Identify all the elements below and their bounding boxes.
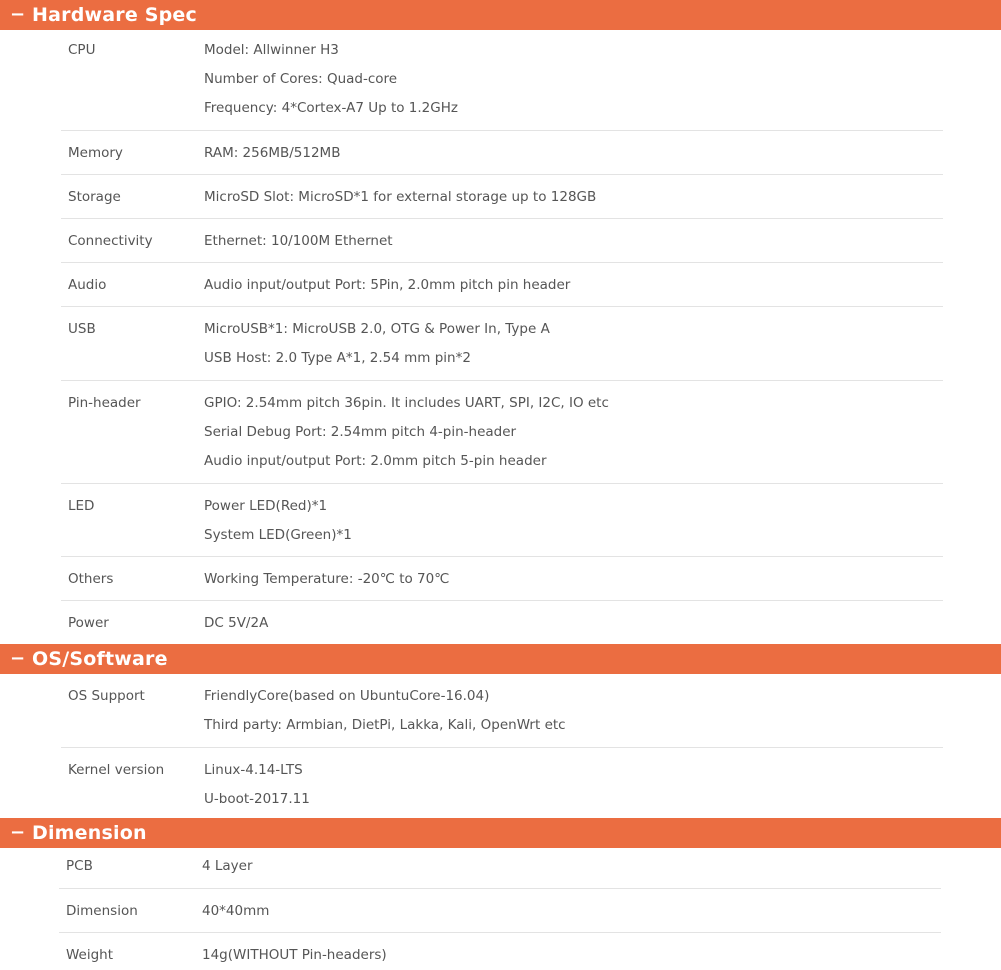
spec-value: 4 Layer (202, 858, 253, 874)
spec-value: Serial Debug Port: 2.54mm pitch 4-pin-header (204, 424, 517, 440)
spec-label: Others (68, 571, 114, 587)
spec-row-memory (61, 131, 943, 175)
spec-label: Memory (68, 145, 123, 161)
section-title: Dimension (32, 822, 147, 844)
spec-values (204, 682, 566, 740)
spec-row-usb (61, 307, 943, 381)
spec-label: Kernel version (68, 762, 165, 778)
spec-values (204, 609, 268, 638)
section-header-os-software[interactable] (0, 644, 1001, 674)
spec-label: OS Support (68, 688, 145, 704)
spec-value: Audio input/output Port: 5Pin, 2.0mm pitch pin header (204, 277, 571, 293)
spec-label: LED (68, 498, 95, 514)
section-title: OS/Software (32, 648, 168, 670)
spec-row-dimension (59, 889, 941, 933)
spec-values (204, 36, 458, 123)
spec-table-hardware (61, 36, 943, 643)
spec-row-weight (59, 933, 941, 969)
spec-value: System LED(Green)*1 (204, 527, 352, 543)
spec-row-pin-header (61, 381, 943, 484)
spec-row-led (61, 484, 943, 557)
spec-value: 14g(WITHOUT Pin-headers) (202, 947, 387, 963)
spec-values (202, 852, 253, 881)
spec-row-os-support (61, 682, 943, 748)
spec-values (204, 315, 550, 373)
spec-value: 40*40mm (202, 903, 270, 919)
spec-value: Model: Allwinner H3 (204, 42, 339, 58)
spec-value: Frequency: 4*Cortex-A7 Up to 1.2GHz (204, 100, 458, 116)
spec-label: CPU (68, 42, 96, 58)
spec-value: Audio input/output Port: 2.0mm pitch 5-pin header (204, 453, 547, 469)
spec-values (204, 271, 570, 300)
spec-label: Connectivity (68, 233, 153, 249)
spec-label: Audio (68, 277, 107, 293)
spec-row-kernel-version (61, 748, 943, 816)
spec-value: MicroUSB*1: MicroUSB 2.0, OTG & Power In, Type A (204, 321, 550, 337)
spec-value: FriendlyCore(based on UbuntuCore-16.04) (204, 688, 490, 704)
spec-values (204, 565, 449, 594)
section-header-hardware-spec[interactable] (0, 0, 1001, 30)
spec-value: Power LED(Red)*1 (204, 498, 328, 514)
spec-value: MicroSD Slot: MicroSD*1 for external storage up to 128GB (204, 189, 597, 205)
spec-values (204, 139, 340, 168)
spec-value: Number of Cores: Quad-core (204, 71, 398, 87)
section-header-dimension[interactable] (0, 818, 1001, 848)
spec-values (204, 183, 596, 212)
spec-value: Linux-4.14-LTS (204, 762, 303, 778)
spec-values (204, 756, 310, 814)
spec-value: Ethernet: 10/100M Ethernet (204, 233, 393, 249)
spec-table-os-software (61, 682, 943, 816)
spec-row-audio (61, 263, 943, 307)
spec-row-cpu (61, 36, 943, 131)
spec-label: Storage (68, 189, 121, 205)
spec-value: RAM: 256MB/512MB (204, 145, 341, 161)
spec-label: Weight (66, 947, 114, 963)
spec-values (204, 492, 352, 550)
spec-values (204, 227, 393, 256)
spec-row-power (61, 601, 943, 643)
collapse-icon[interactable]: − (10, 648, 26, 669)
spec-label: Dimension (66, 903, 138, 919)
spec-label: PCB (66, 858, 93, 874)
spec-label: Power (68, 615, 109, 631)
section-title: Hardware Spec (32, 4, 197, 26)
spec-value: Third party: Armbian, DietPi, Lakka, Kali, OpenWrt etc (204, 717, 566, 733)
spec-row-others (61, 557, 943, 601)
spec-value: GPIO: 2.54mm pitch 36pin. It includes UART, SPI, I2C, IO etc (204, 395, 609, 411)
spec-value: U-boot-2017.11 (204, 791, 310, 807)
spec-value: DC 5V/2A (204, 615, 269, 631)
spec-table-dimension (59, 852, 941, 969)
spec-values (202, 941, 387, 970)
collapse-icon[interactable]: − (10, 822, 26, 843)
spec-label: USB (68, 321, 96, 337)
collapse-icon[interactable]: − (10, 4, 26, 25)
spec-value: Working Temperature: -20℃ to 70℃ (204, 571, 450, 587)
spec-row-connectivity (61, 219, 943, 263)
spec-values (204, 389, 609, 476)
spec-label: Pin-header (68, 395, 141, 411)
spec-row-storage (61, 175, 943, 219)
spec-value: USB Host: 2.0 Type A*1, 2.54 mm pin*2 (204, 350, 471, 366)
spec-row-pcb (59, 852, 941, 889)
spec-values (202, 897, 269, 926)
